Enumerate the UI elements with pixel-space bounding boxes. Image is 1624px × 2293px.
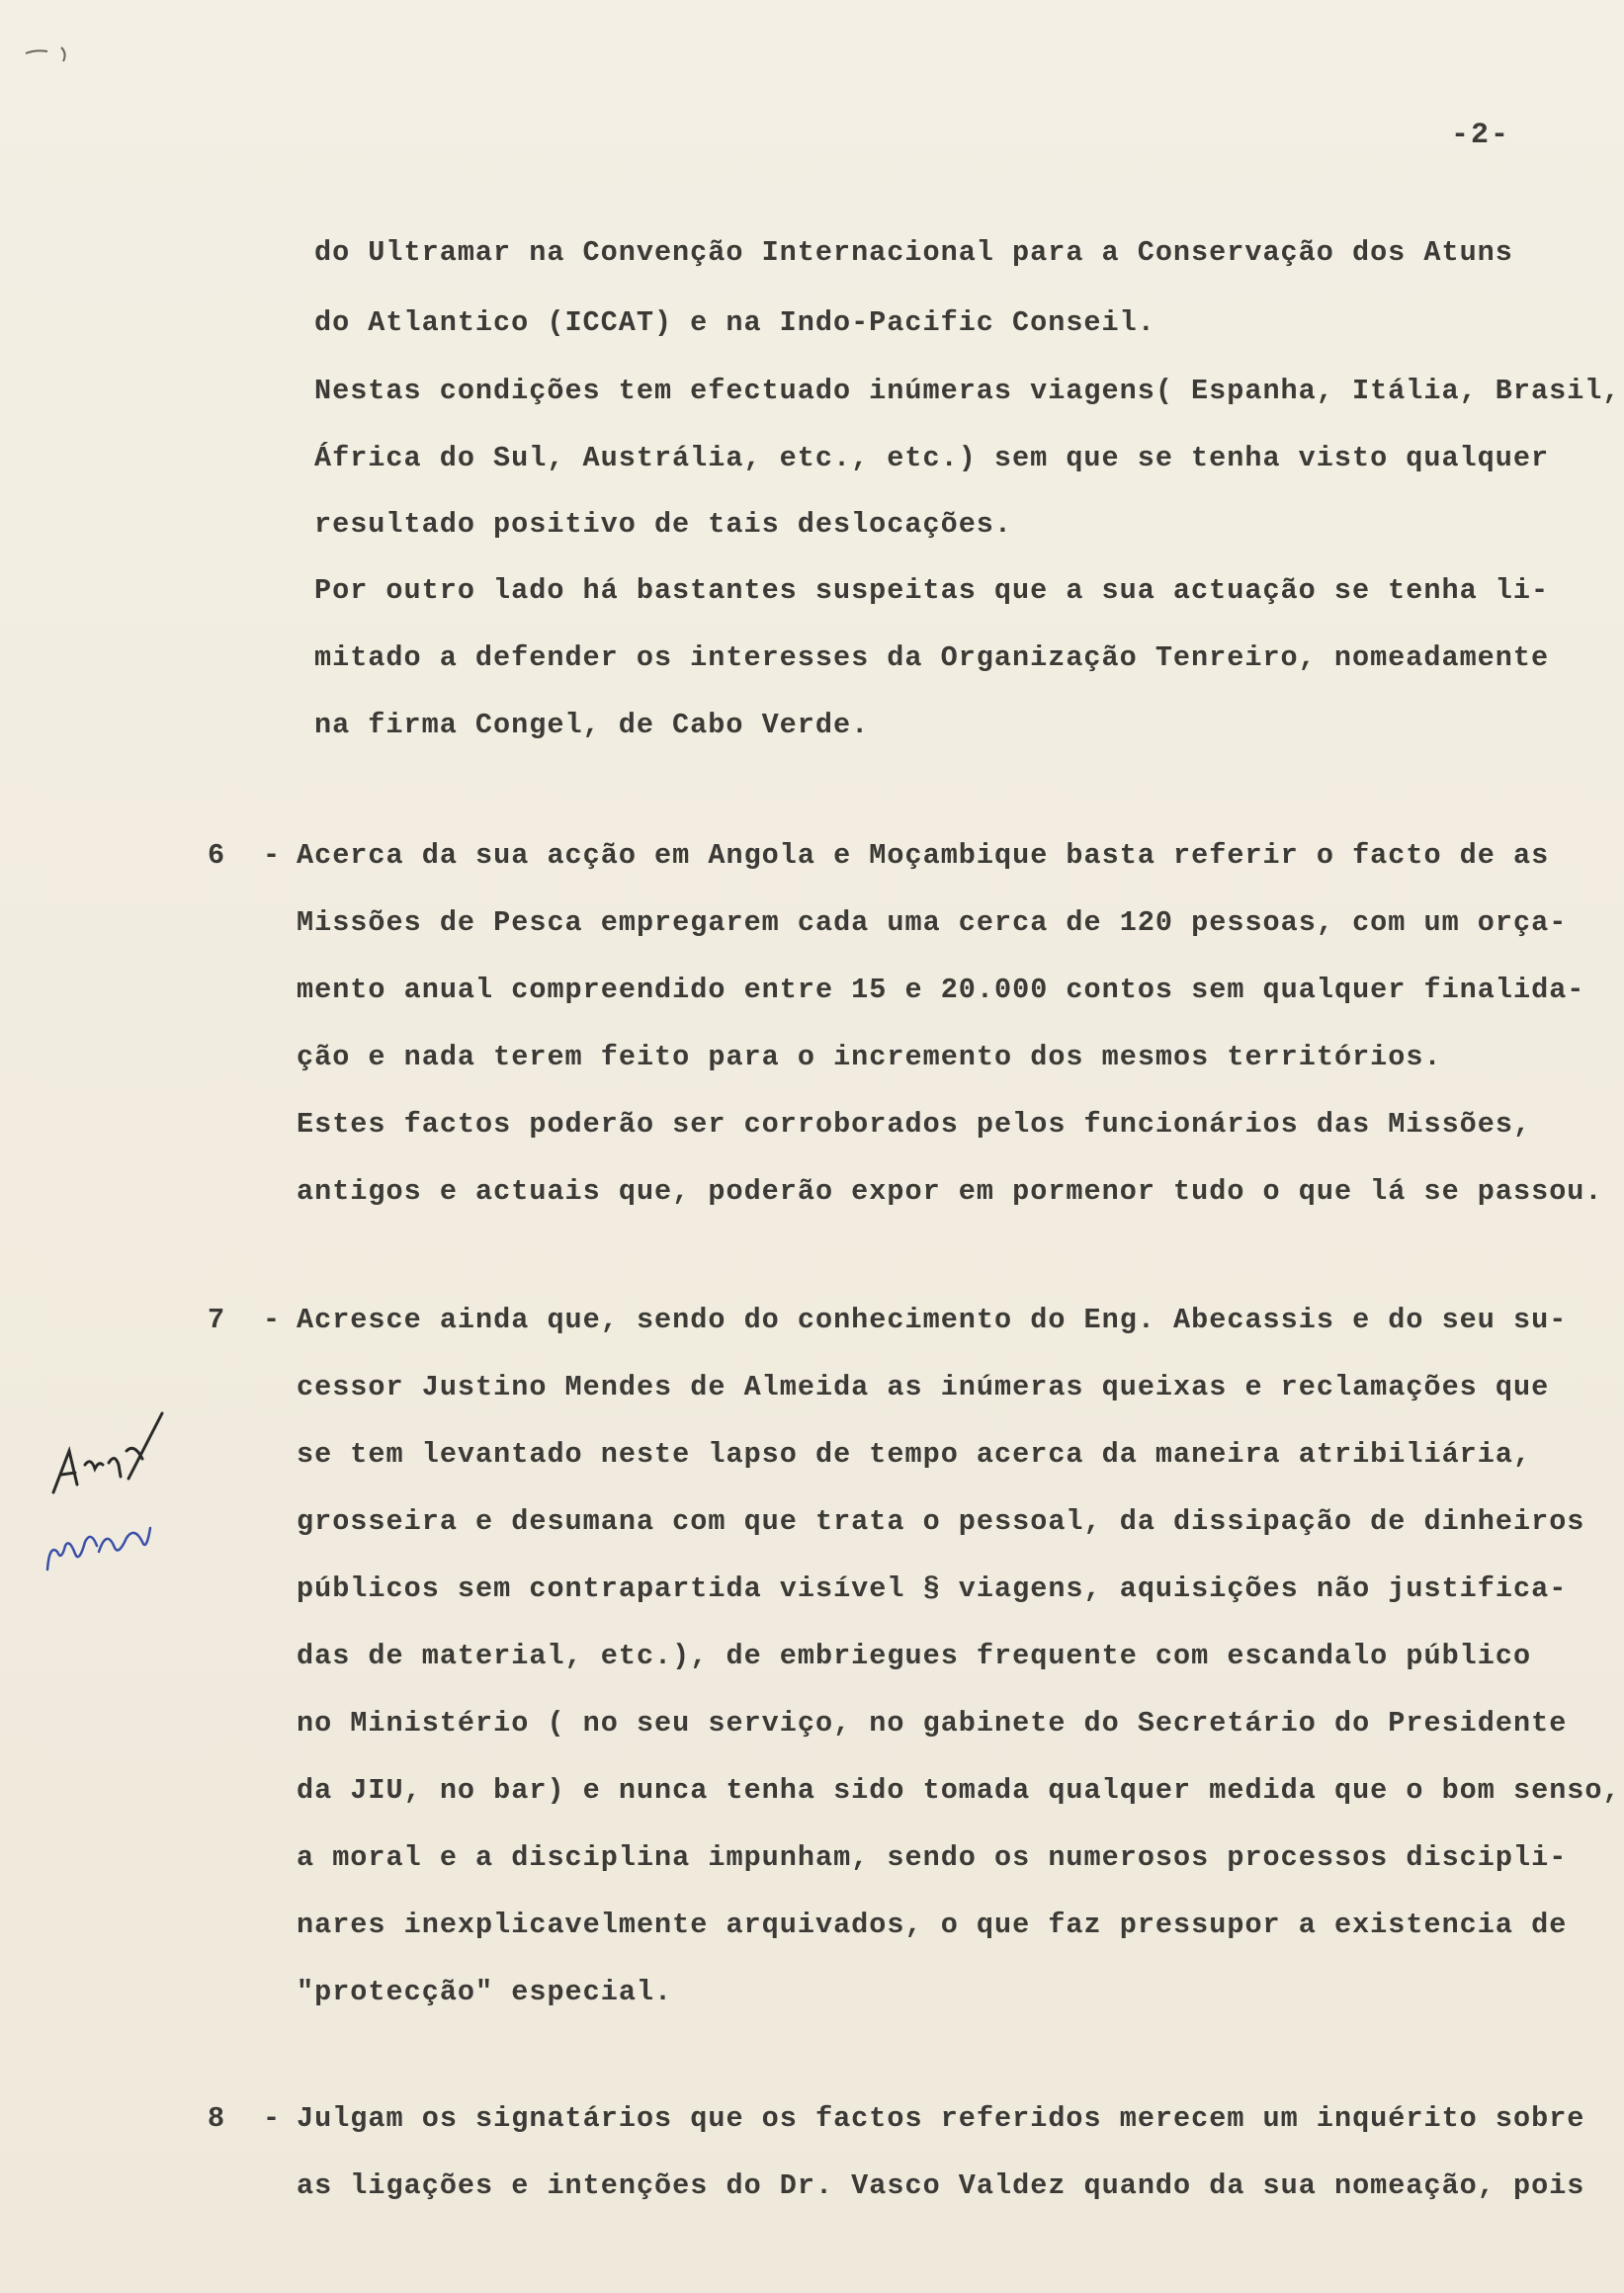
item-number: 6 <box>208 839 225 872</box>
text-line: "protecção" especial. <box>297 1976 673 2008</box>
text-line: das de material, etc.), de embriegues frequente com escandalo público <box>297 1640 1532 1672</box>
item-dash: - <box>263 839 281 872</box>
text-line: Missões de Pesca empregarem cada uma cerca de 120 pessoas, com um orça- <box>297 906 1568 939</box>
text-line: cessor Justino Mendes de Almeida as inúmeras queixas e reclamações que <box>297 1371 1550 1403</box>
text-line: Acerca da sua acção em Angola e Moçambique basta referir o facto de as <box>297 839 1550 872</box>
corner-mark <box>22 38 81 67</box>
text-line: grosseira e desumana com que trata o pessoal, da dissipação de dinheiros <box>297 1505 1585 1538</box>
item-number: 7 <box>208 1304 225 1336</box>
text-line: da JIU, no bar) e nunca tenha sido tomada qualquer medida que o bom senso, <box>297 1774 1621 1807</box>
text-line: Estes factos poderão ser corroborados pelos funcionários das Missões, <box>297 1108 1532 1141</box>
text-line: na firma Congel, de Cabo Verde. <box>314 709 870 741</box>
text-line: no Ministério ( no seu serviço, no gabinete do Secretário do Presidente <box>297 1707 1568 1740</box>
text-line: África do Sul, Austrália, etc., etc.) sem que se tenha visto qualquer <box>314 442 1550 474</box>
text-line: nares inexplicavelmente arquivados, o que faz pressupor a existencia de <box>297 1909 1568 1941</box>
text-line: a moral e a disciplina impunham, sendo os numerosos processos discipli- <box>297 1841 1568 1874</box>
text-line: Nestas condições tem efectuado inúmeras viagens( Espanha, Itália, Brasil, <box>314 375 1621 407</box>
text-line: Acresce ainda que, sendo do conhecimento do Eng. Abecassis e do seu su- <box>297 1304 1568 1336</box>
text-line: Por outro lado há bastantes suspeitas que a sua actuação se tenha li- <box>314 574 1550 607</box>
text-line: as ligações e intenções do Dr. Vasco Valdez quando da sua nomeação, pois <box>297 2169 1585 2202</box>
text-line: do Ultramar na Convenção Internacional para a Conservação dos Atuns <box>314 236 1513 269</box>
text-line: antigos e actuais que, poderão expor em pormenor tudo o que lá se passou. <box>297 1175 1603 1208</box>
page-number: -2- <box>1451 119 1511 152</box>
text-line: Julgam os signatários que os factos referidos merecem um inquérito sobre <box>297 2102 1585 2135</box>
text-line: resultado positivo de tais deslocações. <box>314 508 1013 541</box>
text-line: do Atlantico (ICCAT) e na Indo-Pacific Conseil. <box>314 306 1155 339</box>
text-line: públicos sem contrapartida visível § viagens, aquisições não justifica- <box>297 1572 1568 1605</box>
text-line: se tem levantado neste lapso de tempo acerca da maneira atribiliária, <box>297 1438 1532 1471</box>
text-line: mitado a defender os interesses da Organização Tenreiro, nomeadamente <box>314 641 1550 674</box>
text-line: mento anual compreendido entre 15 e 20.000 contos sem qualquer finalida- <box>297 974 1585 1006</box>
text-line: ção e nada terem feito para o incremento dos mesmos territórios. <box>297 1041 1442 1073</box>
item-dash: - <box>263 1304 281 1336</box>
margin-handwriting-scribble <box>40 1403 188 1581</box>
item-dash: - <box>263 2102 281 2135</box>
item-number: 8 <box>208 2102 225 2135</box>
